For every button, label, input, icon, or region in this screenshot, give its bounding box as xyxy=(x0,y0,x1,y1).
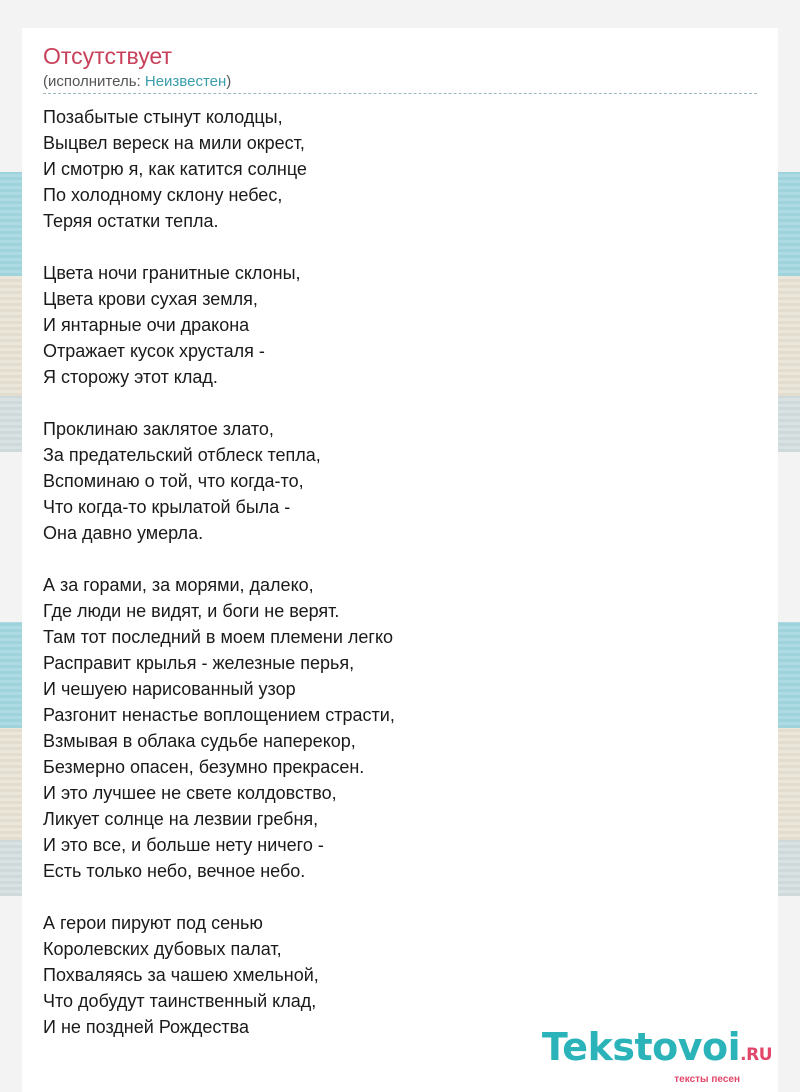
lyric-line: За предательский отблеск тепла, xyxy=(43,445,321,465)
lyric-line: И чешуею нарисованный узор xyxy=(43,679,296,699)
lyrics-card xyxy=(22,28,778,1092)
lyric-line: Безмерно опасен, безумно прекрасен. xyxy=(43,757,365,777)
lyric-line: Взмывая в облака судьбе наперекор, xyxy=(43,731,356,751)
lyric-line: Где люди не видят, и боги не верят. xyxy=(43,601,340,621)
lyric-line: Разгонит ненастье воплощением страсти, xyxy=(43,705,395,725)
artist-suffix: ) xyxy=(226,73,232,90)
stanza-break xyxy=(43,884,743,910)
lyric-line: И не поздней Рождества xyxy=(43,1017,250,1037)
stanza-break xyxy=(43,390,743,416)
lyric-line: По холодному склону небес, xyxy=(43,185,283,205)
lyric-line: Королевских дубовых палат, xyxy=(43,939,282,959)
artist-prefix: (исполнитель: xyxy=(43,73,145,90)
lyric-line: Позабытые стынут колодцы, xyxy=(43,107,283,127)
lyric-line: И это лучшее не свете колдовство, xyxy=(43,783,337,803)
logo-tld: .RU xyxy=(740,1045,772,1065)
logo-word: Tekstovoi xyxy=(541,1025,741,1069)
lyric-line: Похваляясь за чашею хмельной, xyxy=(43,965,319,985)
song-title: Отсутствует xyxy=(43,43,172,69)
lyric-line: Теряя остатки тепла. xyxy=(43,211,219,231)
stanza-break xyxy=(43,546,743,572)
lyric-line: Ликует солнце на лезвии гребня, xyxy=(43,809,319,829)
lyric-line: Что добудут таинственный клад, xyxy=(43,991,317,1011)
lyric-line: Проклинаю заклятое злато, xyxy=(43,419,274,439)
artist-link[interactable]: Неизвестен xyxy=(144,73,227,90)
lyric-line: Я сторожу этот клад. xyxy=(43,367,218,387)
logo-wordmark xyxy=(542,1027,772,1075)
lyric-line: Там тот последний в моем племени легко xyxy=(43,627,394,647)
lyric-line: И смотрю я, как катится солнце xyxy=(43,159,307,179)
lyric-line: Вспоминаю о той, что когда-то, xyxy=(43,471,304,491)
lyric-line: А герои пируют под сенью xyxy=(43,913,263,933)
lyric-line: Цвета крови сухая земля, xyxy=(43,289,258,309)
lyric-line: Отражает кусок хрусталя - xyxy=(43,341,265,361)
title-divider xyxy=(43,93,757,94)
lyric-line: Она давно умерла. xyxy=(43,523,204,543)
lyric-line: А за горами, за морями, далеко, xyxy=(43,575,314,595)
lyric-line: Что когда-то крылатой была - xyxy=(43,497,291,517)
lyrics-text xyxy=(43,104,743,1040)
lyric-line: И янтарные очи дракона xyxy=(43,315,250,335)
lyric-line: Расправит крылья - железные перья, xyxy=(43,653,355,673)
lyric-line: Цвета ночи гранитные склоны, xyxy=(43,263,301,283)
lyric-line: И это все, и больше нету ничего - xyxy=(43,835,324,855)
stanza-break xyxy=(43,234,743,260)
lyric-line: Есть только небо, вечное небо. xyxy=(43,861,306,881)
lyric-line: Выцвел вереск на мили окрест, xyxy=(43,133,305,153)
logo-tagline: тексты песен xyxy=(674,1074,740,1085)
site-logo[interactable] xyxy=(542,1027,772,1085)
artist-line xyxy=(43,73,231,91)
